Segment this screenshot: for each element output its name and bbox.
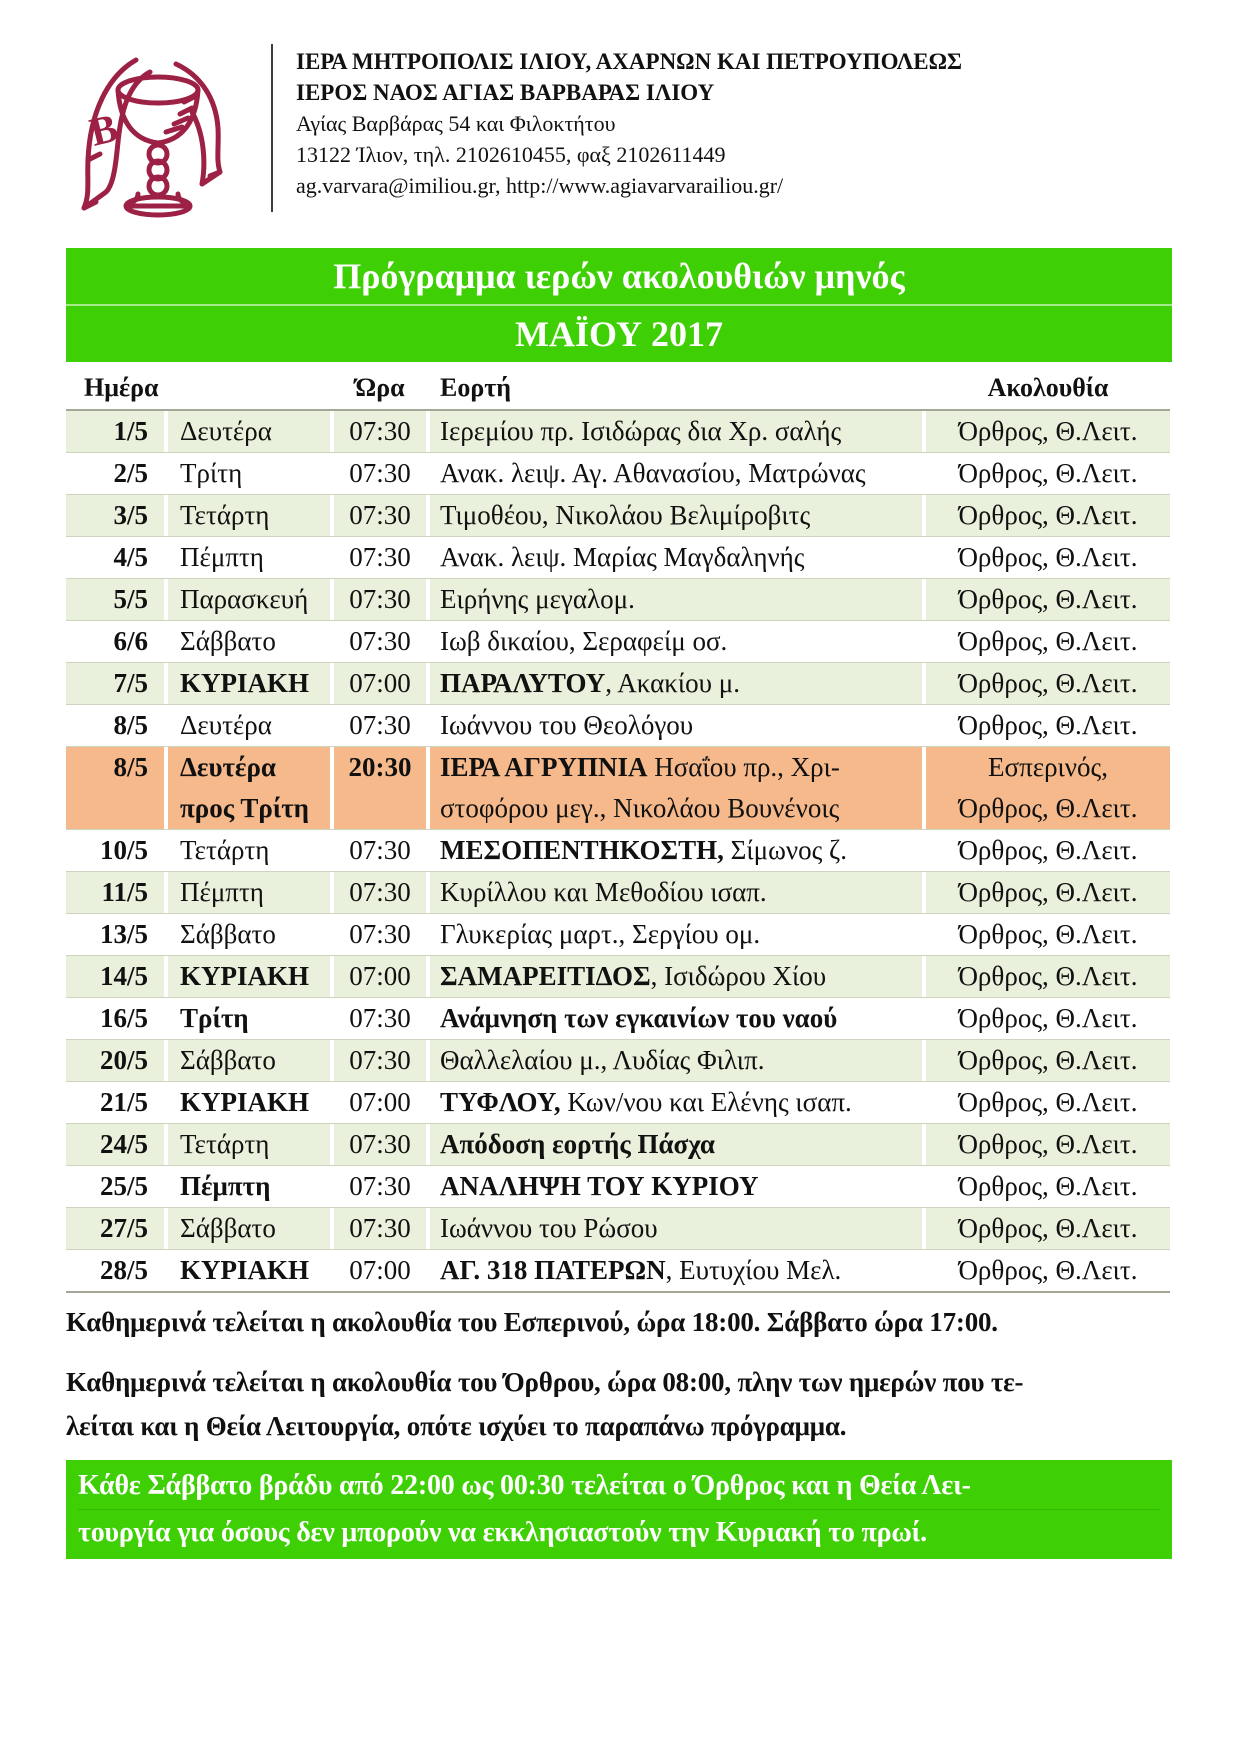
day-cell: ΚΥΡΙΑΚΗ (168, 956, 330, 997)
feast-text: Ησαΐου πρ., Χρι- (647, 752, 840, 782)
feast-cell (430, 411, 922, 452)
feast-text: Ανακ. λειψ. Μαρίας Μαγδαληνής (440, 542, 805, 572)
feast-text: , Ευτυχίου Μελ. (665, 1255, 842, 1285)
day-cell: Τρίτη (168, 453, 330, 494)
feast-text: Ανακ. λειψ. Αγ. Αθανασίου, Ματρώνας (440, 458, 866, 488)
service-cell: Όρθρος, Θ.Λειτ. (926, 495, 1170, 536)
time-cell: 07:00 (334, 956, 426, 997)
time-cell: 07:30 (334, 453, 426, 494)
feast-cell (430, 495, 922, 536)
day-cell: Τετάρτη (168, 1124, 330, 1165)
notice-line1: Κάθε Σάββατο βράδυ από 22:00 ως 00:30 τελείται ο Όρθρος και η Θεία Λει- (78, 1463, 1160, 1510)
table-row (66, 830, 1170, 872)
org-line-metropolis: ΙΕΡΑ ΜΗΤΡΟΠΟΛΙΣ ΙΛΙΟΥ, ΑΧΑΡΝΩΝ ΚΑΙ ΠΕΤΡΟΥΠΟΛΕΩΣ (296, 49, 963, 74)
table-row (66, 1208, 1170, 1250)
schedule-table (66, 366, 1170, 1293)
feast-cell (430, 453, 922, 494)
feast-cell (430, 747, 922, 829)
day-cell: Τρίτη (168, 998, 330, 1039)
feast-cell (430, 663, 922, 704)
date-cell: 20/5 (66, 1040, 164, 1081)
feast-cell (430, 830, 922, 871)
table-row (66, 1040, 1170, 1082)
time-cell: 07:30 (334, 495, 426, 536)
date-cell: 13/5 (66, 914, 164, 955)
table-row (66, 872, 1170, 914)
org-line-street: Αγίας Βαρβάρας 54 και Φιλοκτήτου (296, 111, 616, 136)
service-cell: Όρθρος, Θ.Λειτ. (926, 914, 1170, 955)
day-cell: Δευτέρα προς Τρίτη (168, 747, 330, 829)
date-cell: 28/5 (66, 1250, 164, 1291)
table-row (66, 1166, 1170, 1208)
day-cell: Δευτέρα (168, 411, 330, 452)
notice-line2: τουργία για όσους δεν μπορούν να εκκλησιαστούν την Κυριακή το πρωί. (78, 1517, 927, 1548)
col-header-day: Ημέρα (84, 373, 159, 402)
date-cell: 4/5 (66, 537, 164, 578)
org-address-block (296, 46, 1166, 201)
feast-cell (430, 998, 922, 1039)
day-cell: Πέμπτη (168, 872, 330, 913)
service-cell: Όρθρος, Θ.Λειτ. (926, 1208, 1170, 1249)
feast-text: Ιωάννου του Ρώσου (440, 1213, 658, 1243)
banner-month: ΜΑΪΟΥ 2017 (514, 314, 724, 354)
feast-text: Ανάμνηση των εγκαινίων του ναού (440, 1003, 838, 1033)
time-cell: 07:00 (334, 1082, 426, 1123)
date-cell: 8/5 (66, 705, 164, 746)
feast-text: ΑΓ. 318 ΠΑΤΕΡΩΝ (440, 1255, 666, 1285)
time-cell: 07:30 (334, 998, 426, 1039)
feast-cell (430, 1208, 922, 1249)
table-row (66, 411, 1170, 453)
note-matins (66, 1360, 1176, 1448)
time-cell: 07:30 (334, 1208, 426, 1249)
time-cell: 07:30 (334, 537, 426, 578)
feast-text: ΙΕΡΑ ΑΓΡΥΠΝΙΑ (440, 752, 648, 782)
time-cell: 07:30 (334, 830, 426, 871)
org-line-email-url: ag.varvara@imiliou.gr, http://www.agiavarvarailiou.gr/ (296, 173, 784, 198)
date-cell: 5/5 (66, 579, 164, 620)
service-cell: Όρθρος, Θ.Λειτ. (926, 663, 1170, 704)
date-cell: 8/5 (66, 747, 164, 829)
feast-text: ΣΑΜΑΡΕΙΤΙΔΟΣ (440, 961, 651, 991)
feast-text: Κων/νου και Ελένης ισαπ. (560, 1087, 852, 1117)
time-cell: 07:30 (334, 579, 426, 620)
feast-text: Κυρίλλου και Μεθοδίου ισαπ. (440, 877, 767, 907)
table-row (66, 914, 1170, 956)
feast-text: Ιωβ δικαίου, Σεραφείμ οσ. (440, 626, 728, 656)
table-row (66, 956, 1170, 998)
table-row (66, 1250, 1170, 1293)
feast-cell (430, 579, 922, 620)
table-header (66, 366, 1170, 411)
time-cell: 07:30 (334, 872, 426, 913)
day-cell: ΚΥΡΙΑΚΗ (168, 663, 330, 704)
col-header-time: Ώρα (355, 373, 405, 402)
service-cell: Εσπερινός, Όρθρος, Θ.Λειτ. (926, 747, 1170, 829)
org-line-church: ΙΕΡΟΣ ΝΑΟΣ ΑΓΙΑΣ ΒΑΡΒΑΡΑΣ ΙΛΙΟΥ (296, 80, 715, 105)
time-cell: 07:00 (334, 1250, 426, 1291)
time-cell: 07:00 (334, 663, 426, 704)
service-cell: Όρθρος, Θ.Λειτ. (926, 1082, 1170, 1123)
time-cell: 07:30 (334, 1040, 426, 1081)
header-divider (271, 44, 273, 212)
date-cell: 1/5 (66, 411, 164, 452)
time-cell: 07:30 (334, 1166, 426, 1207)
feast-text: Θαλλελαίου μ., Λυδίας Φιλιπ. (440, 1045, 765, 1075)
org-header (66, 42, 1172, 218)
service-cell: Όρθρος, Θ.Λειτ. (926, 579, 1170, 620)
service-cell: Όρθρος, Θ.Λειτ. (926, 621, 1170, 662)
feast-text: Τιμοθέου, Νικολάου Βελιμίροβιτς (440, 500, 811, 530)
service-cell: Όρθρος, Θ.Λειτ. (926, 537, 1170, 578)
banner-title: Πρόγραμμα ιερών ακολουθιών μηνός (66, 248, 1172, 306)
svg-text:Β: Β (85, 104, 123, 155)
day-cell: Πέμπτη (168, 537, 330, 578)
date-cell: 2/5 (66, 453, 164, 494)
col-header-feast: Εορτή (440, 373, 512, 402)
feast-text: στοφόρου μεγ., Νικολάου Βουνένοις (440, 793, 840, 823)
time-cell: 07:30 (334, 621, 426, 662)
time-cell: 07:30 (334, 411, 426, 452)
note-matins-line2: λείται και η Θεία Λειτουργία, οπότε ισχύει το παραπάνω πρόγραμμα. (66, 1411, 847, 1441)
date-cell: 11/5 (66, 872, 164, 913)
time-cell: 07:30 (334, 705, 426, 746)
feast-text: ΤΥΦΛΟΥ, (440, 1087, 561, 1117)
date-cell: 27/5 (66, 1208, 164, 1249)
feast-cell (430, 1250, 922, 1291)
feast-text: Απόδοση εορτής Πάσχα (440, 1129, 715, 1159)
day-cell: Σάββατο (168, 914, 330, 955)
note-vespers: Καθημερινά τελείται η ακολουθία του Εσπερινού, ώρα 18:00. Σάββατο ώρα 17:00. (66, 1307, 998, 1337)
feast-cell (430, 914, 922, 955)
table-row (66, 495, 1170, 537)
org-line-phone: 13122 Ίλιον, τηλ. 2102610455, φαξ 2102611449 (296, 142, 726, 167)
feast-text: Σίμωνος ζ. (723, 835, 847, 865)
table-row (66, 1082, 1170, 1124)
table-row (66, 453, 1170, 495)
date-cell: 3/5 (66, 495, 164, 536)
day-cell: Σάββατο (168, 621, 330, 662)
feast-cell (430, 1166, 922, 1207)
service-cell: Όρθρος, Θ.Λειτ. (926, 956, 1170, 997)
feast-text: Ειρήνης μεγαλομ. (440, 584, 635, 614)
service-cell: Όρθρος, Θ.Λειτ. (926, 705, 1170, 746)
date-cell: 24/5 (66, 1124, 164, 1165)
feast-text: Γλυκερίας μαρτ., Σεργίου ομ. (440, 919, 761, 949)
feast-text: Ιερεμίου πρ. Ισιδώρας δια Χρ. σαλής (440, 416, 842, 446)
service-cell: Όρθρος, Θ.Λειτ. (926, 453, 1170, 494)
table-row (66, 1124, 1170, 1166)
table-row (66, 998, 1170, 1040)
date-cell: 14/5 (66, 956, 164, 997)
date-cell: 7/5 (66, 663, 164, 704)
table-row (66, 663, 1170, 705)
date-cell: 6/6 (66, 621, 164, 662)
feast-cell (430, 537, 922, 578)
date-cell: 21/5 (66, 1082, 164, 1123)
feast-text: ΠΑΡΑΛΥΤΟΥ (440, 668, 606, 698)
feast-cell (430, 705, 922, 746)
col-header-service: Ακολουθία (987, 373, 1109, 402)
day-cell: Παρασκευή (168, 579, 330, 620)
time-cell: 07:30 (334, 914, 426, 955)
table-row (66, 747, 1170, 830)
service-cell: Όρθρος, Θ.Λειτ. (926, 830, 1170, 871)
service-cell: Όρθρος, Θ.Λειτ. (926, 872, 1170, 913)
feast-text: , Ακακίου μ. (605, 668, 740, 698)
day-cell: ΚΥΡΙΑΚΗ (168, 1082, 330, 1123)
day-cell: Δευτέρα (168, 705, 330, 746)
saturday-night-notice (66, 1460, 1172, 1559)
service-cell: Όρθρος, Θ.Λειτ. (926, 411, 1170, 452)
date-cell: 25/5 (66, 1166, 164, 1207)
table-row (66, 705, 1170, 747)
date-cell: 10/5 (66, 830, 164, 871)
feast-cell (430, 872, 922, 913)
time-cell: 20:30 (334, 747, 426, 829)
date-cell: 16/5 (66, 998, 164, 1039)
table-row (66, 537, 1170, 579)
note-matins-line1: Καθημερινά τελείται η ακολουθία του Όρθρου, ώρα 08:00, πλην των ημερών που τε- (66, 1367, 1024, 1397)
day-cell: Τετάρτη (168, 495, 330, 536)
day-cell: Σάββατο (168, 1040, 330, 1081)
feast-text: Ιωάννου του Θεολόγου (440, 710, 694, 740)
feast-cell (430, 1040, 922, 1081)
feast-cell (430, 956, 922, 997)
service-cell: Όρθρος, Θ.Λειτ. (926, 1166, 1170, 1207)
feast-cell (430, 621, 922, 662)
feast-cell (430, 1124, 922, 1165)
title-banner (66, 248, 1172, 362)
service-cell: Όρθρος, Θ.Λειτ. (926, 1250, 1170, 1291)
service-cell: Όρθρος, Θ.Λειτ. (926, 1124, 1170, 1165)
day-cell: Σάββατο (168, 1208, 330, 1249)
feast-text: , Ισιδώρου Χίου (650, 961, 827, 991)
day-cell: Τετάρτη (168, 830, 330, 871)
service-cell: Όρθρος, Θ.Λειτ. (926, 1040, 1170, 1081)
chalice-logo-icon (66, 42, 242, 218)
time-cell: 07:30 (334, 1124, 426, 1165)
feast-text: ΑΝΑΛΗΨΗ ΤΟΥ ΚΥΡΙΟΥ (440, 1171, 759, 1201)
table-row (66, 621, 1170, 663)
service-cell: Όρθρος, Θ.Λειτ. (926, 998, 1170, 1039)
feast-cell (430, 1082, 922, 1123)
schedule-rows (66, 411, 1170, 1293)
day-cell: ΚΥΡΙΑΚΗ (168, 1250, 330, 1291)
day-cell: Πέμπτη (168, 1166, 330, 1207)
table-row (66, 579, 1170, 621)
feast-text: ΜΕΣΟΠΕΝΤΗΚΟΣΤΗ, (440, 835, 724, 865)
